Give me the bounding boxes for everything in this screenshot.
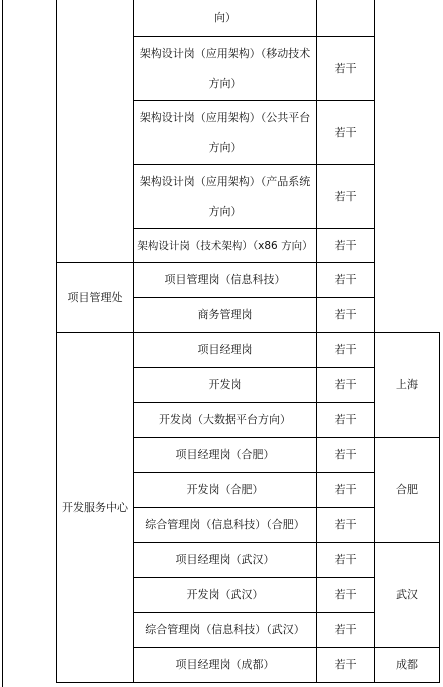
position-name: 项目管理岗（信息科技） [164, 273, 286, 286]
headcount: 若干 [334, 125, 357, 139]
position-name: 架构设计岗（应用架构）（移动技术 [139, 46, 311, 60]
headcount: 若干 [334, 273, 357, 286]
headcount: 若干 [334, 343, 357, 356]
headcount: 若干 [334, 448, 357, 461]
headcount: 若干 [334, 658, 357, 671]
position-name: 开发岗（合肥） [186, 483, 264, 496]
location-name: 成都 [396, 658, 418, 671]
position-cell [134, 0, 316, 36]
headcount: 若干 [334, 378, 357, 391]
position-cell [134, 403, 316, 437]
headcount-cell [317, 368, 374, 402]
position-name: 方向） [208, 204, 242, 218]
location-name: 武汉 [396, 588, 418, 601]
department-cell [57, 263, 133, 332]
headcount-cell [317, 473, 374, 507]
headcount: 若干 [334, 238, 357, 252]
headcount-cell [317, 229, 374, 262]
headcount-cell [317, 403, 374, 437]
location-cell [375, 333, 439, 437]
headcount-cell [317, 438, 374, 472]
location-cell [375, 543, 439, 647]
position-cell [134, 438, 316, 472]
headcount: 若干 [334, 553, 357, 566]
headcount-cell [317, 543, 374, 577]
position-name: 架构设计岗（应用架构）（公共平台 [139, 110, 311, 124]
position-name: 开发岗（大数据平台方向） [159, 413, 291, 426]
headcount: 若干 [334, 518, 357, 531]
position-name: 项目经理岗（成都） [175, 658, 275, 671]
location-name: 合肥 [396, 483, 418, 496]
headcount-cell [317, 613, 374, 647]
department-name: 开发服务中心 [62, 500, 128, 514]
headcount: 若干 [334, 189, 357, 203]
headcount: 若干 [334, 61, 357, 75]
position-cell [134, 473, 316, 507]
headcount: 若干 [334, 308, 357, 321]
position-cell [134, 613, 316, 647]
headcount-cell [317, 165, 374, 228]
location-cell [375, 648, 439, 682]
headcount-cell [317, 333, 374, 367]
position-name: 项目经理岗（武汉） [175, 553, 275, 566]
headcount: 若干 [334, 623, 357, 636]
position-cell [134, 229, 316, 262]
position-name: 向） [214, 11, 236, 24]
position-name: 方向） [208, 140, 242, 154]
headcount-cell [317, 263, 374, 297]
position-cell [134, 333, 316, 367]
headcount: 若干 [334, 413, 357, 426]
position-name: 项目经理岗 [197, 343, 253, 356]
position-name: 开发岗 [208, 378, 242, 391]
position-name: 综合管理岗（信息科技）（合肥） [145, 518, 305, 531]
position-cell [134, 543, 316, 577]
table-border-left [2, 0, 3, 687]
location-cell [375, 438, 439, 542]
position-name: 开发岗（武汉） [186, 588, 264, 601]
headcount: 若干 [334, 588, 357, 601]
department-name: 项目管理处 [67, 290, 123, 304]
table-border-right [439, 332, 440, 682]
headcount: 若干 [334, 483, 357, 496]
headcount-cell [317, 298, 374, 332]
position-cell [134, 101, 316, 164]
position-name: 综合管理岗（信息科技）（武汉） [145, 623, 305, 636]
position-cell [134, 165, 316, 228]
position-name: 方向） [208, 76, 242, 90]
position-name: 架构设计岗（应用架构）（产品系统 [139, 174, 311, 188]
position-cell [134, 368, 316, 402]
position-cell [134, 508, 316, 542]
position-cell [134, 37, 316, 100]
table-border-bottom [56, 682, 440, 683]
headcount-cell [317, 37, 374, 100]
headcount-cell [317, 648, 374, 682]
position-cell [134, 578, 316, 612]
position-cell [134, 263, 316, 297]
headcount-cell [317, 508, 374, 542]
position-name: 商务管理岗 [197, 308, 253, 321]
department-cell [57, 333, 133, 682]
headcount-cell [317, 578, 374, 612]
position-cell [134, 648, 316, 682]
headcount-cell [317, 101, 374, 164]
position-name: 项目经理岗（合肥） [175, 448, 275, 461]
position-cell [134, 298, 316, 332]
location-name: 上海 [396, 378, 418, 391]
position-name: 架构设计岗（技术架构）（x86 方向） [137, 239, 313, 252]
